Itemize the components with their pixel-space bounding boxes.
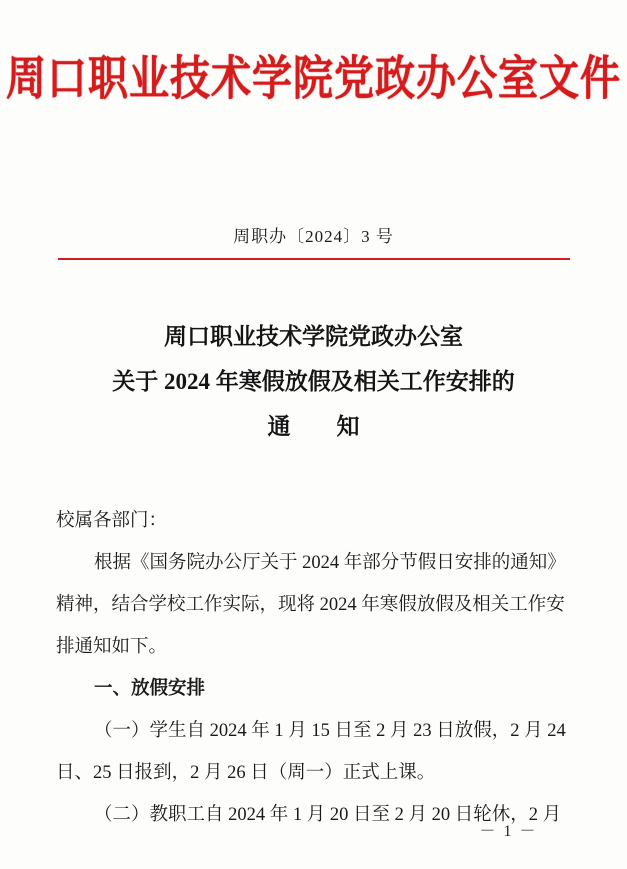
list-item-1-line-2: 日、25 日报到，2 月 26 日（周一）正式上课。: [56, 763, 436, 783]
page-number-label: － 1 －: [479, 823, 538, 840]
title-line-3: 通 知: [267, 414, 360, 439]
body-paragraph-line-2: 精神，结合学校工作实际，现将 2024 年寒假放假及相关工作安: [56, 595, 565, 615]
list-item-1-line-1: （一）学生自 2024 年 1 月 15 日至 2 月 23 日放假，2 月 24: [94, 721, 566, 741]
document-body: [56, 500, 572, 836]
title-line-2: 关于 2024 年寒假放假及相关工作安排的: [112, 369, 515, 394]
document-number: 周职办〔2024〕3 号: [233, 227, 394, 246]
red-separator-rule: [58, 258, 570, 260]
masthead-title: 周口职业技术学院党政办公室文件: [6, 52, 621, 106]
page-number: [0, 818, 627, 841]
list-item-2-line-1: （二）教职工自 2024 年 1 月 20 日至 2 月 20 日轮休，2 月: [94, 805, 562, 825]
body-paragraph-line-3: 排通知如下。: [56, 637, 168, 657]
section-heading-holiday-arrangement: 一、放假安排: [94, 679, 206, 699]
salutation: 校属各部门：: [56, 511, 168, 531]
document-masthead: [0, 52, 627, 106]
title-line-1: 周口职业技术学院党政办公室: [164, 324, 463, 349]
body-paragraph-line-1: 根据《国务院办公厅关于 2024 年部分节假日安排的通知》: [94, 553, 566, 573]
document-title-block: [0, 314, 627, 449]
